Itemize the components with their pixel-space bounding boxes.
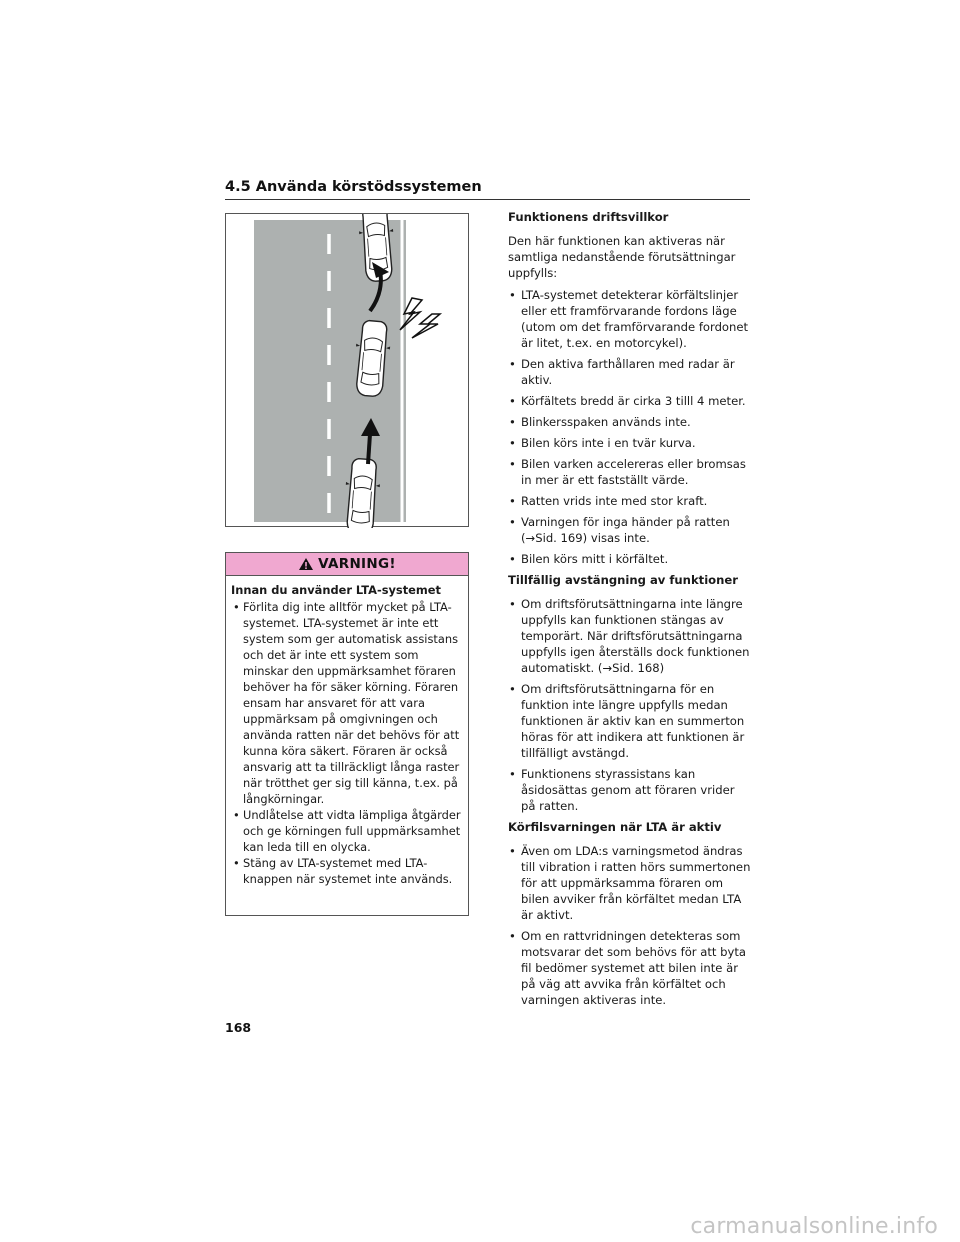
warning-box: [225, 552, 469, 916]
list-item: • Blinkersspaken används inte.: [509, 415, 691, 429]
watermark: carmanualsonline.info: [690, 1214, 938, 1239]
warning-title: VARNING!: [318, 556, 396, 572]
section-heading: Körfilsvarningen när LTA är aktiv: [508, 820, 722, 834]
list-item: • Stäng av LTA-systemet med LTA-knappen när systemet inte används.: [233, 856, 453, 886]
list-item: • Om driftsförutsättningarna för en funktion inte längre uppfylls medan funktionen är aktiv kan en summerton höras för att indikera att funktionen är tillfälligt avstängd.: [509, 682, 745, 760]
warning-body: [226, 576, 468, 887]
warning-triangle-icon: [298, 557, 314, 571]
forward-arrow: [368, 434, 370, 464]
lta-illustration: [225, 213, 469, 527]
road-diagram: [226, 214, 470, 528]
list-item: • Bilen körs mitt i körfältet.: [509, 552, 669, 566]
list-item: • Körfältets bredd är cirka 3 tilll 4 meter.: [509, 394, 746, 408]
section-header: [225, 177, 750, 200]
page-number: 168: [225, 1020, 252, 1035]
list-item: • Ratten vrids inte med stor kraft.: [509, 494, 708, 508]
section-heading: Tillfällig avstängning av funktioner: [508, 573, 738, 587]
section-intro: Den här funktionen kan aktiveras när samtliga nedanstående förutsättningar uppfylls:: [508, 234, 736, 280]
section-heading: Funktionens driftsvillkor: [508, 210, 669, 224]
list-item: • Bilen körs inte i en tvär kurva.: [509, 436, 696, 450]
list-item: • Om driftsförutsättningarna inte längre uppfylls kan funktionen stängas av temporärt. När driftsförutsättningarna uppfylls igen återställs dock funktionen automatiskt. (→Sid. 168): [509, 597, 750, 675]
warning-heading: Innan du använder LTA-systemet: [231, 583, 441, 597]
list-item: • Förlita dig inte alltför mycket på LTA-systemet. LTA-systemet är inte ett system som ger automatisk assistans och det är inte ett system som minskar den uppmärksamhet föraren behöver ha för säker körning. Föraren ensam har ansvaret för att vara uppmärksam på omgivningen och använda ratten när det behövs för att kunna köra säkert. Föraren är också ansvarig att ta tillräckligt långa raster när trötthet ger sig till känna, t.ex. på långkörningar.: [233, 600, 460, 806]
list-item: • Bilen varken accelereras eller bromsas in mer är ett fastställt värde.: [509, 457, 746, 487]
list-item: • Den aktiva farthållaren med radar är aktiv.: [509, 357, 735, 387]
list-item: • Undlåtelse att vidta lämpliga åtgärder och ge körningen full uppmärksamhet kan leda till en olycka.: [233, 808, 461, 854]
list-item: • Även om LDA:s varningsmetod ändras till vibration i ratten hörs summertonen för att uppmärksamma föraren om bilen avviker från körfältet medan LTA är aktivt.: [509, 844, 751, 922]
right-column: [508, 209, 752, 1013]
list-item: • LTA-systemet detekterar körfältslinjer eller ett framförvarande fordons läge (utom om det framförvarande fordonet är litet, t.ex. en motorcykel).: [509, 288, 749, 350]
list-item: • Funktionens styrassistans kan åsidosättas genom att föraren vrider på ratten.: [509, 767, 735, 813]
list-item: • Varningen för inga händer på ratten (→Sid. 169) visas inte.: [509, 515, 730, 545]
warning-bar: [226, 553, 468, 576]
list-item: • Om en rattvridningen detekteras som motsvarar det som behövs för att byta fil bedömer systemet att bilen inte är på väg att avvika från körfältet och varningen aktiveras inte.: [509, 929, 746, 1007]
section-title: 4.5 Använda körstödssystemen: [225, 179, 482, 195]
